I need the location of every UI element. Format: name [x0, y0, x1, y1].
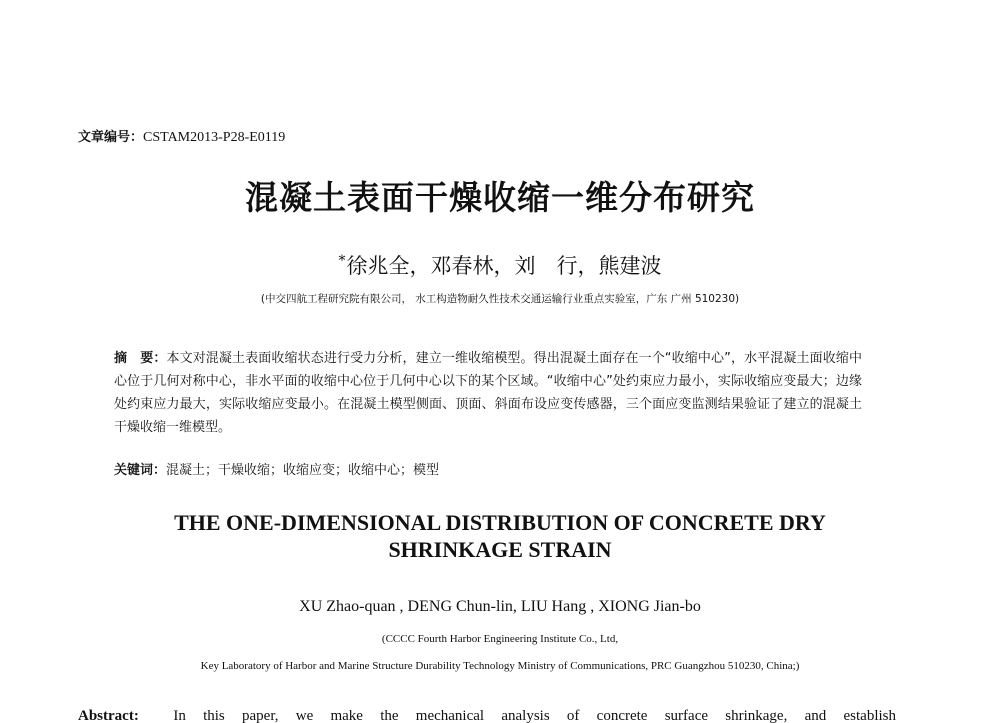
en-abstract [78, 708, 896, 723]
cn-keywords-text: 混凝土；干燥收缩；收缩应变；收缩中心；模型 [166, 463, 440, 478]
en-title [0, 509, 1000, 563]
article-id [78, 126, 285, 146]
en-title-line-1: THE ONE-DIMENSIONAL DISTRIBUTION OF CONCRETE DRY [174, 510, 826, 535]
cn-title: 混凝土表面干燥收缩一维分布研究 [245, 178, 755, 217]
cn-keywords [114, 459, 439, 478]
cn-abstract-text: 本文对混凝土表面收缩状态进行受力分析，建立一维收缩模型。得出混凝土面存在一个“收缩中心”，水平混凝土面收缩中心位于几何对称中心，非水平面的收缩中心位于几何中心以下的某个区域。“收缩中心”处约束应力最小，实际收缩应变最大；边缘处约束应力最大，实际收缩应变最小。在混凝土模型侧面、顶面、斜面布设应变传感器，三个面应变监测结果验证了建立的混凝土干燥收缩一维模型。 [114, 351, 862, 435]
en-title-line-2: SHRINKAGE STRAIN [388, 537, 612, 562]
cn-authors [0, 250, 1000, 280]
en-abstract-label: Abstract: [78, 708, 139, 723]
cn-author-names: 徐兆全，邓春林，刘 行，熊建波 [346, 254, 662, 278]
cn-affiliation: (中交四航工程研究院有限公司， 水工构造物耐久性技术交通运输行业重点实验室，广东 广州 510230) [260, 293, 740, 305]
cn-abstract-label: 摘 要： [114, 351, 167, 366]
article-id-label: 文章编号： [78, 130, 144, 145]
article-id-value: CSTAM2013-P28-E0119 [143, 130, 286, 145]
en-abstract-text: In this paper, we make the mechanical analysis of concrete surface shrinkage, and establish [173, 708, 896, 723]
en-affiliation-line-1: (CCCC Fourth Harbor Engineering Institute Co., Ltd, [381, 633, 619, 645]
en-affiliation-line-2: Key Laboratory of Harbor and Marine Structure Durability Technology Ministry of Communications, PRC Guangzhou 510230, China;) [200, 660, 800, 672]
corresponding-author-mark: * [338, 253, 346, 269]
cn-abstract [114, 347, 862, 439]
cn-keywords-label: 关键词： [114, 463, 167, 478]
en-authors: XU Zhao-quan , DENG Chun-lin, LIU Hang , XIONG Jian-bo [299, 598, 701, 615]
